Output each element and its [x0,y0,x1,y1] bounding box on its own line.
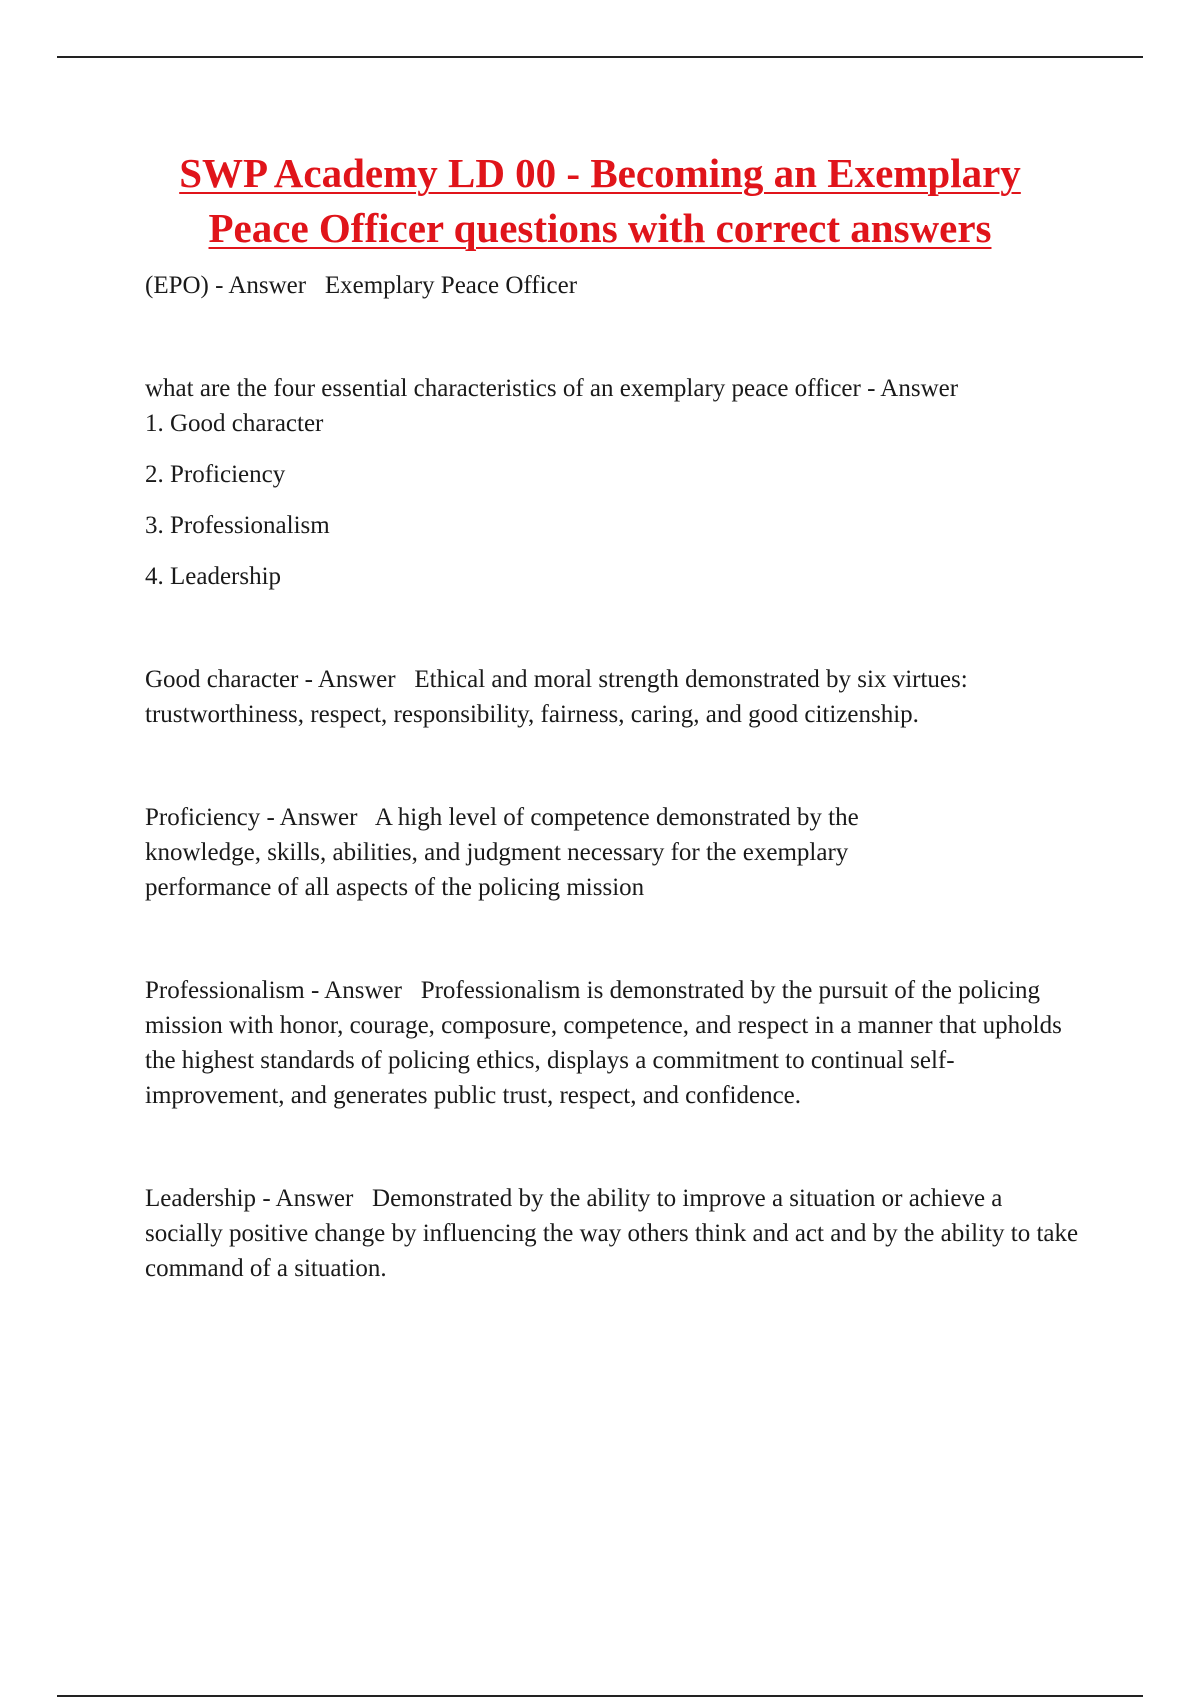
qa-answer: Exemplary Peace Officer [324,272,578,299]
qa-separator: - Answer [860,375,959,402]
list-item: 3. Professionalism [145,512,330,539]
qa-term: Proficiency [145,804,261,831]
qa-separator: - Answer [260,804,358,831]
document-title: SWP Academy LD 00 - Becoming an Exemplary Peace Officer questions with correct answers [179,150,1021,251]
top-rule [57,56,1143,58]
qa-separator: - Answer [304,977,402,1004]
qa-term: (EPO) [145,272,209,299]
characteristics-list [145,406,1085,594]
qa-separator: - Answer [256,1185,354,1212]
qa-answer: A high level of competence demonstrated by the knowledge, skills, abilities, and judgment necessary for the exemplary performance of all aspects of the policing mission [145,804,859,901]
qa-epo [145,268,1085,303]
qa-leadership [145,1181,1085,1286]
qa-professionalism [145,973,1065,1113]
qa-separator: - Answer [208,272,307,299]
qa-answer: Demonstrated by the ability to improve a situation or achieve a socially positive change by influencing the way others think and act and by the ability to take command of a situation. [145,1185,1079,1282]
list-item: 2. Proficiency [145,461,286,488]
qa-term: what are the four essential characteristics of an exemplary peace officer [145,375,861,402]
qa-term: Leadership [145,1185,257,1212]
list-item: 4. Leadership [145,563,282,590]
document-body [145,268,1085,1354]
bottom-rule [57,1695,1143,1697]
qa-answer: Ethical and moral strength demonstrated by six virtues: trustworthiness, respect, responsibility, fairness, caring, and good citizenship. [145,666,968,728]
qa-four-characteristics [145,371,1085,406]
qa-proficiency [145,800,915,905]
qa-answer: Professionalism is demonstrated by the pursuit of the policing mission with honor, courage, composure, competence, and respect in a manner that upholds the highest standards of policing ethics, displays a commitment to continual self-improvement, and generates public trust, respect, and confidence. [145,977,1062,1109]
qa-good-character [145,662,1085,732]
qa-term: Good character [145,666,299,693]
qa-term: Professionalism [145,977,305,1004]
qa-separator: - Answer [298,666,396,693]
list-item: 1. Good character [145,410,324,437]
